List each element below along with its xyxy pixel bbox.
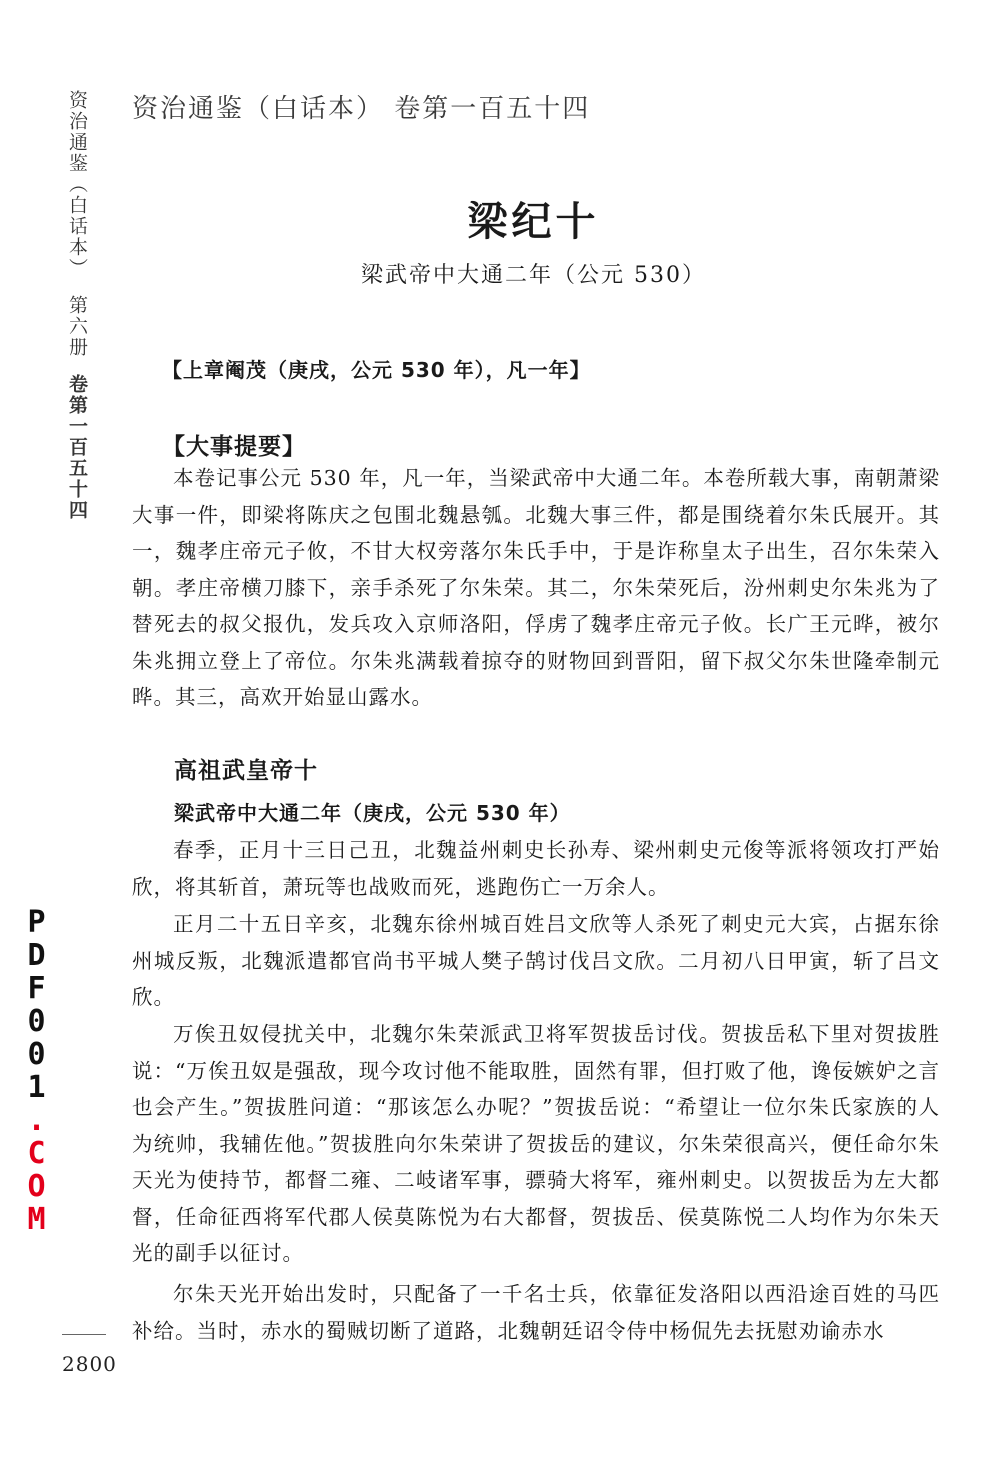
watermark-logo	[16, 905, 56, 1235]
body-paragraph: 尔朱天光开始出发时，只配备了一千名士兵，依靠征发洛阳以西沿途百姓的马匹补给。当时，赤水的蜀贼切断了道路，北魏朝廷诏令侍中杨侃先去抚慰劝谕赤水	[132, 1282, 940, 1343]
side-edition: （白话本）	[66, 174, 88, 279]
page-number-rule	[62, 1334, 106, 1335]
side-running-title	[62, 90, 92, 521]
body-paragraph: 正月二十五日辛亥，北魏东徐州城百姓吕文欣等人杀死了刺史元大宾，占据东徐州城反叛，北魏派遣都官尚书平城人樊子鹄讨伐吕文欣。二月初八日甲寅，斩了吕文欣。	[132, 912, 940, 1009]
running-head: 资治通鉴（白话本） 卷第一百五十四	[132, 94, 591, 124]
year-line: 梁武帝中大通二年（庚戌，公元 530 年）	[174, 801, 571, 825]
chapter-subtitle: 梁武帝中大通二年（公元 530）	[361, 263, 706, 288]
summary-paragraph: 本卷记事公元 530 年，凡一年，当梁武帝中大通二年。本卷所载大事，南朝萧梁大事一件，即梁将陈庆之包围北魏悬瓠。北魏大事三件，都是围绕着尔朱氏展开。其一，魏孝庄帝元子攸，不甘大权旁落尔朱氏手中，于是诈称皇太子出生，召尔朱荣入朝。孝庄帝横刀膝下，亲手杀死了尔朱荣。其二，尔朱荣死后，汾州刺史尔朱兆为了替死去的叔父报仇，发兵攻入京师洛阳，俘虏了魏孝庄帝元子攸。长广王元晔，被尔朱兆拥立登上了帝位。尔朱兆满载着掠夺的财物回到晋阳，留下叔父尔朱世隆牵制元晔。其三，高欢开始显山露水。	[132, 466, 940, 709]
body-paragraph: 春季，正月十三日己丑，北魏益州刺史长孙寿、梁州刺史元俊等派将领攻打严始欣，将其斩首，萧玩等也战败而死，逃跑伤亡一万余人。	[132, 838, 940, 899]
page-number: 2800	[62, 1352, 117, 1376]
watermark-text-main: PDF001	[19, 905, 54, 1103]
side-juan: 卷第一百五十四	[66, 374, 88, 521]
section-heading: 高祖武皇帝十	[174, 758, 318, 784]
body-paragraph: 万俟丑奴侵扰关中，北魏尔朱荣派武卫将军贺拔岳讨伐。贺拔岳私下里对贺拔胜说：“万俟丑奴是强敌，现今攻讨他不能取胜，固然有罪，但打败了他，谗佞嫉妒之言也会产生。”贺拔胜问道：“那该怎么办呢？”贺拔岳说：“希望让一位尔朱氏家族的人为统帅，我辅佐他。”贺拔胜向尔朱荣讲了贺拔岳的建议，尔朱荣很高兴，便任命尔朱天光为使持节，都督二雍、二岐诸军事，骠骑大将军，雍州刺史。以贺拔岳为左大都督，任命征西将军代郡人侯莫陈悦为右大都督，贺拔岳、侯莫陈悦二人均作为尔朱天光的副手以征讨。	[132, 1022, 940, 1265]
watermark-text-domain: .COM	[19, 1103, 54, 1235]
side-volume: 第六册	[66, 295, 88, 358]
side-book-title: 资治通鉴	[66, 90, 88, 174]
chapter-title: 梁纪十	[467, 199, 600, 245]
summary-heading: 【大事提要】	[162, 434, 306, 460]
era-line: 【上章阉茂（庚戌，公元 530 年），凡一年】	[162, 358, 591, 382]
